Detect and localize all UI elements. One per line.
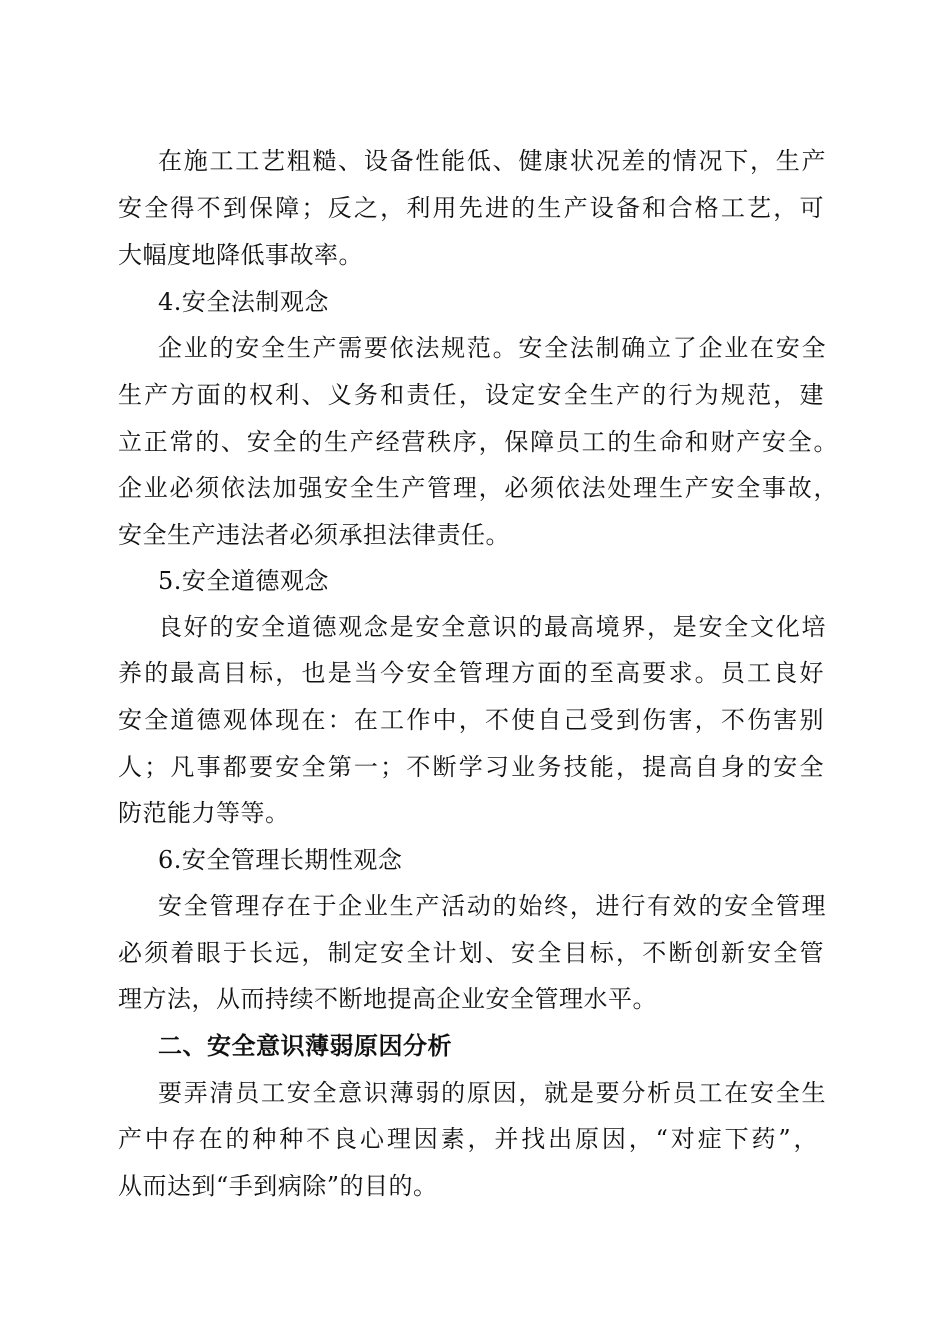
paragraph-line: 必须着眼于长远，制定安全计划、安全目标，不断创新安全管 [118,939,824,967]
paragraph-line: 大幅度地降低事故率。 [118,241,363,269]
subheading-5: 5.安全道德观念 [158,567,329,595]
paragraph-line: 产中存在的种种不良心理因素，并找出原因，“对症下药”， [118,1125,818,1153]
paragraph-line: 人；凡事都要安全第一；不断学习业务技能，提高自身的安全 [118,753,824,781]
section-heading: 二、安全意识薄弱原因分析 [158,1032,452,1060]
paragraph-line: 要弄清员工安全意识薄弱的原因，就是要分析员工在安全生 [158,1079,826,1107]
paragraph-line: 立正常的、安全的生产经营秩序，保障员工的生命和财产安全。 [118,428,838,456]
paragraph-line: 生产方面的权利、义务和责任，设定安全生产的行为规范，建 [118,381,824,409]
paragraph-line: 企业必须依法加强安全生产管理，必须依法处理生产安全事故， [118,474,838,502]
paragraph-line: 安全得不到保障；反之，利用先进的生产设备和合格工艺，可 [118,194,824,222]
paragraph-line: 安全道德观体现在：在工作中，不使自己受到伤害，不伤害别 [118,706,824,734]
paragraph-line: 安全生产违法者必须承担法律责任。 [118,521,510,549]
subheading-6: 6.安全管理长期性观念 [158,846,403,874]
paragraph-line: 从而达到“手到病除”的目的。 [118,1172,438,1200]
paragraph-line: 在施工工艺粗糙、设备性能低、健康状况差的情况下，生产 [158,147,826,175]
paragraph-line: 企业的安全生产需要依法规范。安全法制确立了企业在安全 [158,334,826,362]
paragraph-line: 良好的安全道德观念是安全意识的最高境界，是安全文化培 [158,613,826,641]
subheading-4: 4.安全法制观念 [158,288,329,316]
paragraph-line: 防范能力等等。 [118,799,290,827]
paragraph-line: 理方法，从而持续不断地提高企业安全管理水平。 [118,985,657,1013]
paragraph-line: 安全管理存在于企业生产活动的始终，进行有效的安全管理 [158,892,826,920]
paragraph-line: 养的最高目标，也是当今安全管理方面的至高要求。员工良好 [118,659,824,687]
